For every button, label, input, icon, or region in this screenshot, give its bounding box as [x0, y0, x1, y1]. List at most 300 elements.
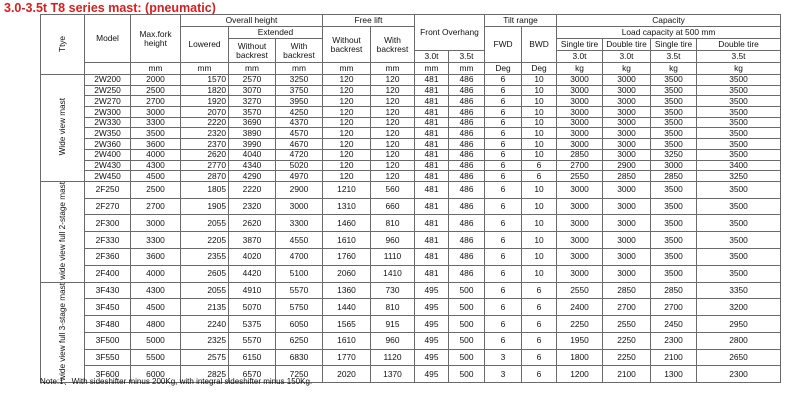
- table-cell: 2900: [276, 181, 323, 198]
- unit-cell: mm: [229, 63, 276, 75]
- table-cell: 3000: [603, 85, 651, 96]
- table-cell: 481: [415, 139, 449, 150]
- table-cell: 4300: [131, 160, 181, 171]
- table-cell: 2550: [603, 316, 651, 333]
- table-cell: 3750: [276, 85, 323, 96]
- table-cell: 1210: [323, 181, 371, 198]
- table-cell: 4570: [276, 128, 323, 139]
- model-cell: 2W400: [85, 149, 131, 160]
- double-tire-header: Double tire: [603, 39, 651, 51]
- model-cell: 3F430: [85, 282, 131, 299]
- table-cell: 2355: [181, 248, 229, 265]
- table-cell: 660: [371, 198, 415, 215]
- table-cell: 3200: [697, 299, 781, 316]
- table-cell: 3500: [697, 117, 781, 128]
- table-cell: 3000: [603, 139, 651, 150]
- table-cell: 120: [371, 128, 415, 139]
- table-row: [41, 75, 781, 86]
- table-cell: 10: [522, 198, 557, 215]
- table-cell: 120: [371, 149, 415, 160]
- table-cell: 3870: [229, 232, 276, 249]
- table-cell: 2240: [181, 316, 229, 333]
- table-cell: 2700: [557, 160, 603, 171]
- table-cell: 3950: [276, 96, 323, 107]
- table-cell: 2825: [181, 366, 229, 383]
- table-cell: 500: [449, 332, 485, 349]
- table-cell: 6: [485, 215, 522, 232]
- single-tire-header: Single tire: [651, 39, 697, 51]
- table-cell: 481: [415, 181, 449, 198]
- mast-spec-table: [40, 14, 781, 383]
- table-cell: 120: [371, 96, 415, 107]
- table-cell: 3250: [276, 75, 323, 86]
- table-cell: 3000: [603, 248, 651, 265]
- table-cell: 3500: [697, 85, 781, 96]
- table-cell: 2700: [131, 198, 181, 215]
- double-tire-header: Double tire: [697, 39, 781, 51]
- model-cell: 2W360: [85, 139, 131, 150]
- unit-cell: Deg: [485, 63, 522, 75]
- table-cell: 2550: [557, 171, 603, 182]
- table-cell: 4370: [276, 117, 323, 128]
- model-cell: 2F300: [85, 215, 131, 232]
- free-lift-header: Free lift: [323, 15, 415, 27]
- table-cell: 6: [485, 282, 522, 299]
- model-cell: 3F500: [85, 332, 131, 349]
- table-cell: 481: [415, 265, 449, 282]
- overall-height-header: Overall height: [181, 15, 323, 27]
- table-row: [41, 128, 781, 139]
- table-cell: 10: [522, 248, 557, 265]
- unit-cell: mm: [276, 63, 323, 75]
- tilt-fwd-header: FWD: [485, 27, 522, 63]
- table-cell: 3000: [131, 215, 181, 232]
- table-cell: 5500: [131, 349, 181, 366]
- table-cell: 4550: [276, 232, 323, 249]
- table-cell: 6: [485, 139, 522, 150]
- table-row: [41, 160, 781, 171]
- table-cell: 3500: [651, 128, 697, 139]
- table-cell: 481: [415, 171, 449, 182]
- table-cell: 10: [522, 215, 557, 232]
- table-cell: 7250: [276, 366, 323, 383]
- table-cell: 2800: [697, 332, 781, 349]
- table-cell: 3500: [651, 96, 697, 107]
- table-cell: 5375: [229, 316, 276, 333]
- table-cell: 5570: [276, 282, 323, 299]
- table-cell: 3500: [697, 96, 781, 107]
- model-cell: 2F250: [85, 181, 131, 198]
- table-cell: 3000: [131, 107, 181, 118]
- model-cell: 2W450: [85, 171, 131, 182]
- table-cell: 3000: [603, 75, 651, 86]
- table-row: [41, 282, 781, 299]
- table-cell: 3500: [651, 85, 697, 96]
- table-cell: 481: [415, 85, 449, 96]
- table-cell: 120: [371, 160, 415, 171]
- table-cell: 6: [485, 198, 522, 215]
- table-cell: 495: [415, 366, 449, 383]
- mast-type-label: wide view full 2-stage mast: [57, 181, 67, 280]
- table-cell: 2400: [557, 299, 603, 316]
- table-cell: 3250: [697, 171, 781, 182]
- table-cell: 3600: [131, 248, 181, 265]
- table-cell: 3500: [651, 248, 697, 265]
- model-cell: 2W430: [85, 160, 131, 171]
- table-cell: 486: [449, 171, 485, 182]
- table-cell: 3000: [603, 215, 651, 232]
- table-cell: 2850: [651, 171, 697, 182]
- table-cell: 3000: [276, 198, 323, 215]
- table-cell: 486: [449, 85, 485, 96]
- table-cell: 10: [522, 85, 557, 96]
- table-cell: 4300: [131, 282, 181, 299]
- table-cell: 730: [371, 282, 415, 299]
- table-cell: 3000: [603, 96, 651, 107]
- table-cell: 120: [371, 75, 415, 86]
- table-cell: 3000: [603, 265, 651, 282]
- overhang-30t-header: 3.0t: [415, 51, 449, 63]
- table-cell: 6: [485, 128, 522, 139]
- table-cell: 6: [485, 232, 522, 249]
- table-cell: 1805: [181, 181, 229, 198]
- table-cell: 6: [522, 332, 557, 349]
- table-cell: 486: [449, 181, 485, 198]
- table-row: [41, 332, 781, 349]
- table-cell: 481: [415, 160, 449, 171]
- table-cell: 10: [522, 96, 557, 107]
- table-cell: 495: [415, 332, 449, 349]
- load-capacity-header: Load capacity at 500 mm: [557, 27, 781, 39]
- table-cell: 3500: [651, 139, 697, 150]
- table-cell: 120: [371, 171, 415, 182]
- table-cell: 486: [449, 248, 485, 265]
- table-cell: 3500: [697, 139, 781, 150]
- free-lift-with-backrest-header: With backrest: [371, 27, 415, 63]
- table-cell: 2850: [557, 149, 603, 160]
- table-cell: 2000: [131, 75, 181, 86]
- table-cell: 6050: [276, 316, 323, 333]
- mast-type-cell: [41, 282, 85, 383]
- mast-type-label: wide view full 3-stage mast: [57, 282, 67, 381]
- table-cell: 2650: [697, 349, 781, 366]
- table-cell: 2870: [181, 171, 229, 182]
- table-cell: 486: [449, 128, 485, 139]
- table-cell: 2450: [651, 316, 697, 333]
- table-cell: 1300: [651, 366, 697, 383]
- table-row: [41, 248, 781, 265]
- table-cell: 6: [485, 85, 522, 96]
- table-cell: 3000: [603, 149, 651, 160]
- table-cell: 486: [449, 75, 485, 86]
- table-cell: 3500: [697, 149, 781, 160]
- table-cell: 3000: [557, 265, 603, 282]
- table-cell: 4800: [131, 316, 181, 333]
- table-cell: 3000: [603, 198, 651, 215]
- table-cell: 3500: [697, 75, 781, 86]
- table-cell: 3500: [651, 198, 697, 215]
- table-cell: 2900: [603, 160, 651, 171]
- table-cell: 481: [415, 117, 449, 128]
- table-cell: 960: [371, 332, 415, 349]
- table-cell: 3500: [697, 232, 781, 249]
- table-cell: 3500: [697, 265, 781, 282]
- table-cell: 3500: [697, 198, 781, 215]
- table-cell: 120: [323, 85, 371, 96]
- capacity-30t-double-header: 3.0t: [603, 51, 651, 63]
- table-cell: 500: [449, 299, 485, 316]
- table-cell: 2700: [603, 299, 651, 316]
- table-cell: 3000: [557, 232, 603, 249]
- table-cell: 2055: [181, 282, 229, 299]
- table-cell: 120: [323, 75, 371, 86]
- table-cell: 2620: [181, 149, 229, 160]
- model-cell: 2W200: [85, 75, 131, 86]
- table-cell: 2550: [557, 282, 603, 299]
- model-cell: 3F450: [85, 299, 131, 316]
- table-row: [41, 316, 781, 333]
- table-row: [41, 117, 781, 128]
- unit-cell: mm: [415, 63, 449, 75]
- table-cell: 10: [522, 265, 557, 282]
- extended-with-backrest-header: With backrest: [276, 39, 323, 63]
- table-row: [41, 265, 781, 282]
- table-cell: 2620: [229, 215, 276, 232]
- table-cell: 6: [485, 149, 522, 160]
- table-cell: 3000: [557, 107, 603, 118]
- table-cell: 2500: [131, 181, 181, 198]
- max-fork-height-header: Max.fork height: [131, 15, 181, 63]
- table-cell: 2300: [651, 332, 697, 349]
- table-cell: 1950: [557, 332, 603, 349]
- table-cell: 3500: [131, 128, 181, 139]
- table-cell: 915: [371, 316, 415, 333]
- extended-without-backrest-header: Without backrest: [229, 39, 276, 63]
- table-cell: 6: [485, 181, 522, 198]
- table-cell: 3000: [557, 198, 603, 215]
- table-cell: 6: [522, 171, 557, 182]
- table-cell: 3000: [603, 128, 651, 139]
- table-cell: 3400: [697, 160, 781, 171]
- table-cell: 6: [522, 349, 557, 366]
- table-cell: 2320: [229, 198, 276, 215]
- table-cell: 495: [415, 282, 449, 299]
- table-cell: 481: [415, 107, 449, 118]
- table-row: [41, 85, 781, 96]
- table-cell: 2250: [603, 332, 651, 349]
- table-cell: 2850: [651, 282, 697, 299]
- table-cell: 2100: [651, 349, 697, 366]
- table-cell: 2325: [181, 332, 229, 349]
- table-cell: 4250: [276, 107, 323, 118]
- table-cell: 3000: [557, 248, 603, 265]
- table-row: [41, 198, 781, 215]
- table-cell: 486: [449, 149, 485, 160]
- table-cell: 3500: [651, 75, 697, 86]
- table-cell: 1760: [323, 248, 371, 265]
- table-cell: 500: [449, 282, 485, 299]
- table-cell: 2700: [651, 299, 697, 316]
- tilt-bwd-header: BWD: [522, 27, 557, 63]
- table-cell: 2100: [603, 366, 651, 383]
- table-cell: 6: [485, 248, 522, 265]
- table-cell: 2135: [181, 299, 229, 316]
- table-cell: 481: [415, 96, 449, 107]
- model-cell: 2F360: [85, 248, 131, 265]
- table-cell: 6: [522, 316, 557, 333]
- table-row: [41, 299, 781, 316]
- table-cell: 2770: [181, 160, 229, 171]
- capacity-30t-single-header: 3.0t: [557, 51, 603, 63]
- table-cell: 3500: [651, 215, 697, 232]
- table-row: [41, 149, 781, 160]
- table-cell: 4970: [276, 171, 323, 182]
- table-cell: 6: [485, 316, 522, 333]
- table-cell: 3000: [557, 139, 603, 150]
- table-cell: 1200: [557, 366, 603, 383]
- table-cell: 1120: [371, 349, 415, 366]
- table-cell: 500: [449, 316, 485, 333]
- overhang-35t-header: 3.5t: [449, 51, 485, 63]
- table-cell: 4910: [229, 282, 276, 299]
- table-cell: 120: [323, 139, 371, 150]
- table-cell: 10: [522, 128, 557, 139]
- table-cell: 2570: [229, 75, 276, 86]
- table-cell: 1370: [371, 366, 415, 383]
- table-cell: 3500: [697, 215, 781, 232]
- table-cell: 6: [522, 160, 557, 171]
- unit-cell: mm: [181, 63, 229, 75]
- table-cell: 486: [449, 139, 485, 150]
- table-cell: 810: [371, 215, 415, 232]
- mast-type-label: Wide view mast: [57, 98, 67, 156]
- table-cell: 4290: [229, 171, 276, 182]
- table-cell: 486: [449, 160, 485, 171]
- table-cell: 486: [449, 265, 485, 282]
- unit-cell: mm: [323, 63, 371, 75]
- table-cell: 1610: [323, 332, 371, 349]
- table-cell: 3: [485, 349, 522, 366]
- type-header: Ttye: [57, 35, 67, 52]
- table-cell: 4020: [229, 248, 276, 265]
- table-cell: 4420: [229, 265, 276, 282]
- table-cell: 10: [522, 107, 557, 118]
- table-cell: 120: [371, 85, 415, 96]
- unit-cell: mm: [371, 63, 415, 75]
- unit-cell: Deg: [522, 63, 557, 75]
- table-cell: 3890: [229, 128, 276, 139]
- table-cell: 3500: [651, 117, 697, 128]
- table-cell: 4340: [229, 160, 276, 171]
- capacity-35t-single-header: 3.5t: [651, 51, 697, 63]
- model-header: Model: [85, 15, 131, 63]
- units-row: [41, 63, 781, 75]
- table-cell: 3000: [557, 128, 603, 139]
- table-cell: 3000: [557, 85, 603, 96]
- table-cell: 1920: [181, 96, 229, 107]
- table-cell: 810: [371, 299, 415, 316]
- table-cell: 120: [323, 149, 371, 160]
- table-cell: 481: [415, 248, 449, 265]
- table-cell: 1610: [323, 232, 371, 249]
- table-cell: 3070: [229, 85, 276, 96]
- table-cell: 2605: [181, 265, 229, 282]
- table-cell: 3000: [603, 181, 651, 198]
- table-cell: 1440: [323, 299, 371, 316]
- table-cell: 6: [485, 75, 522, 86]
- model-cell: 2W300: [85, 107, 131, 118]
- table-cell: 2055: [181, 215, 229, 232]
- table-cell: 6: [485, 171, 522, 182]
- table-cell: 3: [485, 366, 522, 383]
- table-cell: 4700: [276, 248, 323, 265]
- table-cell: 120: [323, 117, 371, 128]
- table-cell: 6: [485, 160, 522, 171]
- table-cell: 2575: [181, 349, 229, 366]
- table-cell: 2250: [603, 349, 651, 366]
- table-cell: 4500: [131, 299, 181, 316]
- table-cell: 2205: [181, 232, 229, 249]
- tilt-range-header: Tilt range: [485, 15, 557, 27]
- unit-cell: mm: [131, 63, 181, 75]
- table-cell: 3000: [557, 215, 603, 232]
- model-cell: 2F270: [85, 198, 131, 215]
- table-cell: 6570: [229, 366, 276, 383]
- table-cell: 2300: [697, 366, 781, 383]
- table-cell: 3990: [229, 139, 276, 150]
- table-cell: 1905: [181, 198, 229, 215]
- table-cell: 3500: [697, 128, 781, 139]
- table-cell: 10: [522, 117, 557, 128]
- table-cell: 3500: [697, 107, 781, 118]
- table-cell: 3300: [131, 117, 181, 128]
- table-cell: 6150: [229, 349, 276, 366]
- table-cell: 4000: [131, 265, 181, 282]
- table-cell: 1110: [371, 248, 415, 265]
- table-cell: 120: [323, 128, 371, 139]
- table-cell: 2220: [181, 117, 229, 128]
- table-cell: 5570: [229, 332, 276, 349]
- unit-cell: mm: [449, 63, 485, 75]
- table-cell: 495: [415, 349, 449, 366]
- table-cell: 3000: [651, 160, 697, 171]
- table-cell: 481: [415, 128, 449, 139]
- table-cell: 6: [485, 117, 522, 128]
- table-cell: 4040: [229, 149, 276, 160]
- table-cell: 10: [522, 149, 557, 160]
- table-cell: 3500: [697, 248, 781, 265]
- table-cell: 1410: [371, 265, 415, 282]
- table-cell: 10: [522, 232, 557, 249]
- table-cell: 3000: [557, 75, 603, 86]
- table-cell: 5020: [276, 160, 323, 171]
- table-cell: 6: [485, 332, 522, 349]
- table-cell: 120: [323, 107, 371, 118]
- table-cell: 10: [522, 139, 557, 150]
- footnote: Note:1、With sideshifter minus 200Kg, with integral sideshifter minus 150Kg.: [40, 377, 313, 386]
- table-cell: 6: [485, 96, 522, 107]
- unit-cell: kg: [557, 63, 603, 75]
- table-cell: 6: [485, 107, 522, 118]
- table-cell: 1460: [323, 215, 371, 232]
- table-cell: 2850: [603, 171, 651, 182]
- model-cell: 3F600: [85, 366, 131, 383]
- unit-cell: kg: [651, 63, 697, 75]
- table-cell: 120: [323, 171, 371, 182]
- model-cell: 2F330: [85, 232, 131, 249]
- capacity-header: Capacity: [557, 15, 781, 27]
- table-cell: 495: [415, 316, 449, 333]
